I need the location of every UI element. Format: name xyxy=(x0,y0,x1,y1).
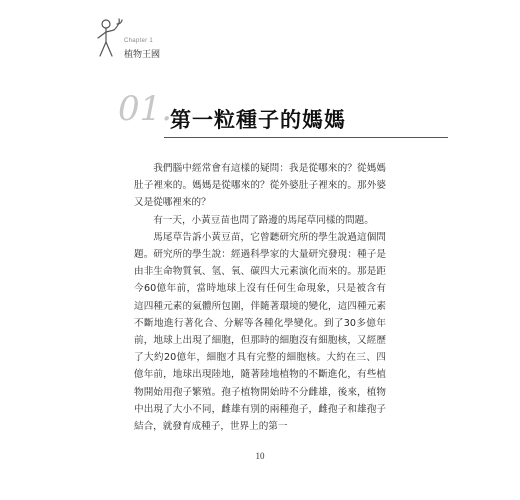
person-with-plant-icon xyxy=(90,18,124,62)
paragraph: 有一天，小黃豆苗也問了路邊的馬尾草同樣的問題。 xyxy=(153,214,374,226)
body-text xyxy=(134,160,386,435)
running-header xyxy=(90,18,210,62)
section-title: 植物王國 xyxy=(124,50,161,60)
chapter-number: 01. xyxy=(118,89,173,129)
chapter-title: 第一粒種子的媽媽 xyxy=(170,107,346,132)
paragraph: 馬尾草告訴小黃豆苗，它曾聽研究所的學生說過這個問題。研究所的學生說：經過科學家的大量研究發現：種子是由非生命物質氧、氫、氧、碳四大元素演化而來的。那是距今60億年前，當時地球上沒有任何生命現象，只是被含有這四種元素的氣體所包圍，伴隨著環境的變化，這四種元素不斷地進行著化合、分解等各種化學變化。到了30多億年前，地球上出現了細胞，但那時的細胞沒有細胞核，又經歷了大約20億年，細胞才具有完整的細胞核。大約在三、四億年前，地球出現陸地，隨著陸地植物的不斷進化，有些植物開始用孢子繁殖。孢子植物開始時不分雌雄，後來，植物中出現了大小不同，雌雄有別的兩種孢子，雌孢子和雄孢子結合，就發育成種子，世界上的第一 xyxy=(134,231,386,433)
title-underline xyxy=(164,137,448,138)
chapter-heading xyxy=(118,89,448,138)
paragraph: 我們腦中經常會有這樣的疑問：我是從哪來的？從媽媽肚子裡來的。媽媽是從哪來的？從外婆肚子裡來的。那外婆又是從哪裡來的？ xyxy=(134,163,386,209)
page-number: 10 xyxy=(255,451,265,461)
chapter-label: Chapter 1 xyxy=(124,38,154,44)
